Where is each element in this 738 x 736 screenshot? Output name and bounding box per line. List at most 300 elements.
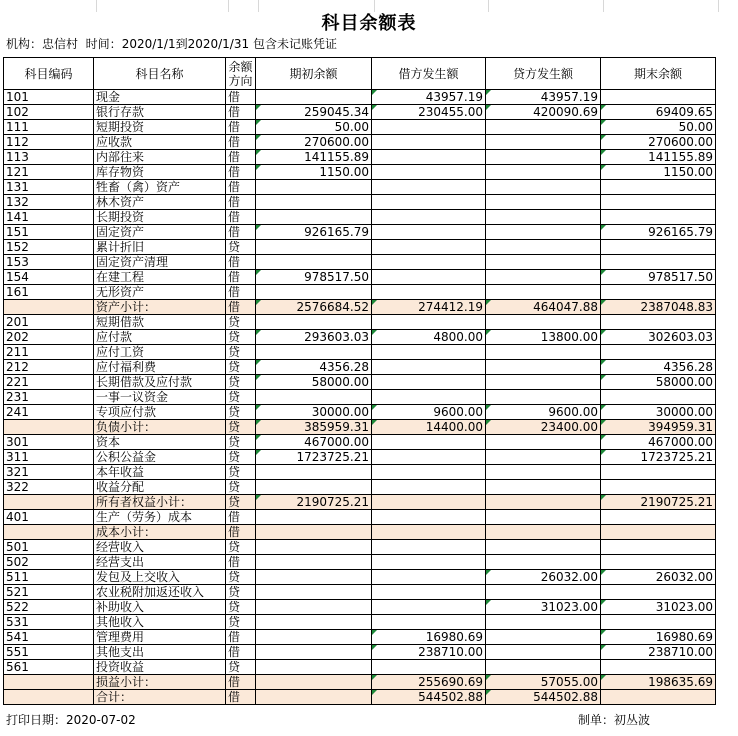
cell-opening (256, 345, 372, 360)
table-row (4, 345, 716, 360)
table-row (4, 555, 716, 570)
cell-opening (256, 660, 372, 675)
cell-code: 221 (4, 375, 94, 390)
cell-code: 551 (4, 645, 94, 660)
cell-opening (256, 570, 372, 585)
cell-opening: 467000.00 (256, 435, 372, 450)
cell-opening: 141155.89 (256, 150, 372, 165)
cell-credit: 31023.00 (486, 600, 601, 615)
cell-name: 补助收入 (94, 600, 226, 615)
cell-direction: 贷 (226, 540, 256, 555)
table-row (4, 660, 716, 675)
cell-direction: 贷 (226, 480, 256, 495)
cell-opening (256, 525, 372, 540)
table-row (4, 405, 716, 420)
cell-opening: 293603.03 (256, 330, 372, 345)
cell-credit (486, 150, 601, 165)
cell-name: 长期投资 (94, 210, 226, 225)
cell-direction: 贷 (226, 435, 256, 450)
cell-direction: 贷 (226, 600, 256, 615)
table-row (4, 270, 716, 285)
cell-debit: 14400.00 (372, 420, 486, 435)
cell-name: 资本 (94, 435, 226, 450)
table-row (4, 510, 716, 525)
cell-closing: 16980.69 (601, 630, 716, 645)
cell-direction: 贷 (226, 465, 256, 480)
cell-direction: 借 (226, 255, 256, 270)
cell-name: 内部往来 (94, 150, 226, 165)
cell-direction: 借 (226, 555, 256, 570)
cell-debit (372, 390, 486, 405)
cell-credit (486, 615, 601, 630)
header-direction (226, 58, 256, 90)
cell-closing (601, 510, 716, 525)
cell-name: 资产小计： (94, 300, 226, 315)
table-row (4, 210, 716, 225)
cell-credit (486, 195, 601, 210)
cell-direction: 借 (226, 165, 256, 180)
cell-credit (486, 360, 601, 375)
cell-name: 应收款 (94, 135, 226, 150)
cell-direction: 借 (226, 210, 256, 225)
cell-opening: 259045.34 (256, 105, 372, 120)
cell-name: 固定资产清理 (94, 255, 226, 270)
cell-debit: 255690.69 (372, 675, 486, 690)
table-row (4, 135, 716, 150)
cell-code: 152 (4, 240, 94, 255)
cell-closing: 26032.00 (601, 570, 716, 585)
cell-credit (486, 480, 601, 495)
table-row (4, 435, 716, 450)
cell-debit (372, 480, 486, 495)
table-row (4, 615, 716, 630)
table-row (4, 570, 716, 585)
cell-name: 投资收益 (94, 660, 226, 675)
cell-direction: 贷 (226, 660, 256, 675)
cell-opening (256, 90, 372, 105)
cell-opening (256, 540, 372, 555)
cell-credit (486, 645, 601, 660)
cell-closing (601, 480, 716, 495)
cell-debit: 238710.00 (372, 645, 486, 660)
cell-name: 其他收入 (94, 615, 226, 630)
cell-debit (372, 285, 486, 300)
maker-label: 制单： (578, 713, 615, 727)
cell-name: 发包及上交收入 (94, 570, 226, 585)
cell-code: 112 (4, 135, 94, 150)
table-row (4, 375, 716, 390)
cell-closing: 4356.28 (601, 360, 716, 375)
cell-debit (372, 195, 486, 210)
report-meta (6, 35, 337, 52)
cell-debit (372, 255, 486, 270)
cell-debit (372, 510, 486, 525)
cell-credit (486, 240, 601, 255)
cell-debit (372, 570, 486, 585)
cell-direction: 贷 (226, 450, 256, 465)
cell-name: 银行存款 (94, 105, 226, 120)
table-row (4, 465, 716, 480)
cell-name: 在建工程 (94, 270, 226, 285)
cell-opening (256, 315, 372, 330)
table-row (4, 120, 716, 135)
cell-direction: 借 (226, 675, 256, 690)
cell-direction: 借 (226, 510, 256, 525)
period-value: 2020/1/1到2020/1/31 (121, 37, 250, 51)
cell-name: 其他支出 (94, 645, 226, 660)
cell-credit: 544502.88 (486, 690, 601, 705)
report-title: 科目余额表 (321, 13, 417, 34)
cell-name: 本年收益 (94, 465, 226, 480)
cell-opening (256, 600, 372, 615)
cell-code (4, 675, 94, 690)
cell-credit (486, 285, 601, 300)
cell-closing (601, 585, 716, 600)
cell-direction: 借 (226, 105, 256, 120)
cell-debit (372, 315, 486, 330)
cell-name: 生产（劳务）成本 (94, 510, 226, 525)
cell-opening: 50.00 (256, 120, 372, 135)
cell-direction: 贷 (226, 615, 256, 630)
cell-debit (372, 615, 486, 630)
cell-opening: 58000.00 (256, 375, 372, 390)
cell-code: 301 (4, 435, 94, 450)
table-row (4, 390, 716, 405)
cell-name: 负债小计： (94, 420, 226, 435)
cell-credit: 9600.00 (486, 405, 601, 420)
header-code: 科目编码 (4, 58, 94, 90)
table-row (4, 180, 716, 195)
cell-closing (601, 315, 716, 330)
cell-name: 损益小计： (94, 675, 226, 690)
cell-debit (372, 435, 486, 450)
cell-code: 132 (4, 195, 94, 210)
cell-credit (486, 525, 601, 540)
cell-opening (256, 465, 372, 480)
cell-closing (601, 660, 716, 675)
cell-opening: 4356.28 (256, 360, 372, 375)
subtotal-row (4, 495, 716, 510)
cell-code: 241 (4, 405, 94, 420)
cell-debit: 4800.00 (372, 330, 486, 345)
cell-debit (372, 375, 486, 390)
cell-opening (256, 285, 372, 300)
table-row (4, 165, 716, 180)
cell-code: 121 (4, 165, 94, 180)
cell-name: 短期借款 (94, 315, 226, 330)
cell-name: 长期借款及应付款 (94, 375, 226, 390)
cell-direction: 贷 (226, 390, 256, 405)
cell-code (4, 300, 94, 315)
cell-name: 收益分配 (94, 480, 226, 495)
cell-direction: 贷 (226, 405, 256, 420)
cell-name: 应付工资 (94, 345, 226, 360)
cell-name: 无形资产 (94, 285, 226, 300)
table-row (4, 255, 716, 270)
table-row (4, 540, 716, 555)
cell-credit (486, 375, 601, 390)
maker (578, 711, 650, 728)
org-value: 忠信村 (42, 37, 79, 51)
cell-code: 211 (4, 345, 94, 360)
cell-direction: 借 (226, 90, 256, 105)
cell-direction: 贷 (226, 570, 256, 585)
cell-opening (256, 180, 372, 195)
cell-code: 522 (4, 600, 94, 615)
cell-closing (601, 180, 716, 195)
cell-closing: 58000.00 (601, 375, 716, 390)
cell-debit (372, 525, 486, 540)
cell-direction: 借 (226, 525, 256, 540)
cell-direction: 借 (226, 645, 256, 660)
cell-code: 322 (4, 480, 94, 495)
table-row (4, 600, 716, 615)
table-row (4, 195, 716, 210)
cell-credit (486, 450, 601, 465)
cell-debit (372, 495, 486, 510)
cell-closing (601, 525, 716, 540)
cell-closing: 302603.03 (601, 330, 716, 345)
cell-opening (256, 210, 372, 225)
cell-credit (486, 510, 601, 525)
cell-direction: 借 (226, 135, 256, 150)
cell-credit: 464047.88 (486, 300, 601, 315)
cell-name: 一事一议资金 (94, 390, 226, 405)
cell-debit (372, 150, 486, 165)
balance-table (3, 57, 716, 705)
cell-credit (486, 540, 601, 555)
cell-closing (601, 690, 716, 705)
cell-debit (372, 360, 486, 375)
cell-code: 401 (4, 510, 94, 525)
header-opening: 期初余额 (256, 58, 372, 90)
cell-opening: 1150.00 (256, 165, 372, 180)
cell-opening (256, 255, 372, 270)
cell-debit (372, 345, 486, 360)
cell-code: 113 (4, 150, 94, 165)
cell-opening: 30000.00 (256, 405, 372, 420)
cell-closing (601, 390, 716, 405)
header-credit: 贷方发生额 (486, 58, 601, 90)
cell-credit: 13800.00 (486, 330, 601, 345)
cell-credit (486, 120, 601, 135)
cell-opening (256, 585, 372, 600)
cell-code: 111 (4, 120, 94, 135)
cell-opening (256, 615, 372, 630)
cell-debit (372, 210, 486, 225)
table-row (4, 585, 716, 600)
cell-code (4, 420, 94, 435)
cell-debit (372, 540, 486, 555)
cell-name: 固定资产 (94, 225, 226, 240)
cell-closing: 31023.00 (601, 600, 716, 615)
cell-direction: 贷 (226, 585, 256, 600)
cell-name: 农业税附加返还收入 (94, 585, 226, 600)
cell-name: 累计折旧 (94, 240, 226, 255)
cell-credit: 420090.69 (486, 105, 601, 120)
cell-name: 应付款 (94, 330, 226, 345)
cell-credit (486, 585, 601, 600)
header-debit: 借方发生额 (372, 58, 486, 90)
cell-name: 经营收入 (94, 540, 226, 555)
subtotal-row (4, 420, 716, 435)
cell-name: 公积公益金 (94, 450, 226, 465)
cell-debit: 230455.00 (372, 105, 486, 120)
cell-credit (486, 180, 601, 195)
cell-opening (256, 675, 372, 690)
cell-name: 管理费用 (94, 630, 226, 645)
cell-direction: 借 (226, 690, 256, 705)
cell-code: 231 (4, 390, 94, 405)
cell-closing (601, 195, 716, 210)
cell-debit (372, 165, 486, 180)
cell-direction: 贷 (226, 420, 256, 435)
table-row (4, 450, 716, 465)
cell-code: 153 (4, 255, 94, 270)
cell-name: 库存物资 (94, 165, 226, 180)
cell-credit: 43957.19 (486, 90, 601, 105)
cell-direction: 借 (226, 270, 256, 285)
cell-code: 321 (4, 465, 94, 480)
cell-code: 531 (4, 615, 94, 630)
cell-opening (256, 630, 372, 645)
cell-closing: 2387048.83 (601, 300, 716, 315)
cell-closing (601, 345, 716, 360)
cell-name: 所有者权益小计： (94, 495, 226, 510)
cell-closing (601, 465, 716, 480)
table-row (4, 480, 716, 495)
cell-direction: 借 (226, 150, 256, 165)
cell-debit (372, 225, 486, 240)
cell-code: 202 (4, 330, 94, 345)
subtotal-row (4, 690, 716, 705)
cell-opening (256, 555, 372, 570)
table-row (4, 150, 716, 165)
cell-debit: 43957.19 (372, 90, 486, 105)
cell-debit (372, 660, 486, 675)
cell-direction: 贷 (226, 330, 256, 345)
cell-code: 311 (4, 450, 94, 465)
cell-opening (256, 390, 372, 405)
cell-code: 212 (4, 360, 94, 375)
cell-debit (372, 180, 486, 195)
table-row (4, 330, 716, 345)
cell-name: 经营支出 (94, 555, 226, 570)
cell-closing: 69409.65 (601, 105, 716, 120)
cell-debit: 544502.88 (372, 690, 486, 705)
cell-direction: 借 (226, 630, 256, 645)
subtotal-row (4, 525, 716, 540)
unposted-note: 包含未记账凭证 (252, 37, 337, 51)
cell-debit (372, 585, 486, 600)
cell-opening: 978517.50 (256, 270, 372, 285)
cell-direction: 借 (226, 225, 256, 240)
table-row (4, 315, 716, 330)
cell-credit (486, 225, 601, 240)
cell-code (4, 495, 94, 510)
cell-credit (486, 165, 601, 180)
cell-name: 成本小计： (94, 525, 226, 540)
cell-credit: 23400.00 (486, 420, 601, 435)
cell-closing: 1723725.21 (601, 450, 716, 465)
cell-closing: 926165.79 (601, 225, 716, 240)
period-label: 时间： (85, 37, 122, 51)
cell-closing: 50.00 (601, 120, 716, 135)
table-row (4, 360, 716, 375)
cell-debit (372, 135, 486, 150)
cell-code: 101 (4, 90, 94, 105)
cell-credit (486, 390, 601, 405)
cell-closing: 270600.00 (601, 135, 716, 150)
cell-closing: 1150.00 (601, 165, 716, 180)
cell-opening: 270600.00 (256, 135, 372, 150)
cell-code: 141 (4, 210, 94, 225)
cell-credit (486, 210, 601, 225)
maker-value: 初丛波 (614, 713, 651, 727)
cell-credit (486, 435, 601, 450)
cell-opening (256, 690, 372, 705)
cell-closing (601, 555, 716, 570)
cell-closing (601, 285, 716, 300)
cell-credit (486, 270, 601, 285)
cell-debit (372, 450, 486, 465)
cell-name: 应付福利费 (94, 360, 226, 375)
subtotal-row (4, 675, 716, 690)
header-name: 科目名称 (94, 58, 226, 90)
cell-debit (372, 555, 486, 570)
table-row (4, 225, 716, 240)
cell-credit (486, 345, 601, 360)
cell-direction: 贷 (226, 345, 256, 360)
header-closing: 期末余额 (601, 58, 716, 90)
cell-direction: 借 (226, 300, 256, 315)
table-row (4, 630, 716, 645)
cell-opening (256, 195, 372, 210)
cell-name: 合计： (94, 690, 226, 705)
cell-code: 201 (4, 315, 94, 330)
cell-credit (486, 255, 601, 270)
cell-name: 专项应付款 (94, 405, 226, 420)
cell-debit: 16980.69 (372, 630, 486, 645)
cell-code: 131 (4, 180, 94, 195)
cell-code: 501 (4, 540, 94, 555)
cell-direction: 贷 (226, 375, 256, 390)
print-date-value: 2020-07-02 (66, 713, 136, 727)
cell-credit (486, 660, 601, 675)
cell-opening (256, 645, 372, 660)
cell-opening (256, 510, 372, 525)
table-row (4, 285, 716, 300)
cell-direction: 借 (226, 180, 256, 195)
cell-closing: 30000.00 (601, 405, 716, 420)
cell-closing (601, 615, 716, 630)
header-direction-line2: 方向 (228, 73, 253, 88)
cell-direction: 借 (226, 120, 256, 135)
cell-direction: 贷 (226, 315, 256, 330)
table-row (4, 645, 716, 660)
cell-closing (601, 540, 716, 555)
cell-code: 502 (4, 555, 94, 570)
cell-code: 541 (4, 630, 94, 645)
cell-name: 短期投资 (94, 120, 226, 135)
org-label: 机构： (6, 37, 43, 51)
cell-code: 521 (4, 585, 94, 600)
print-date-label: 打印日期： (6, 713, 67, 727)
cell-code: 154 (4, 270, 94, 285)
cell-closing: 467000.00 (601, 435, 716, 450)
cell-debit: 9600.00 (372, 405, 486, 420)
cell-opening: 385959.31 (256, 420, 372, 435)
